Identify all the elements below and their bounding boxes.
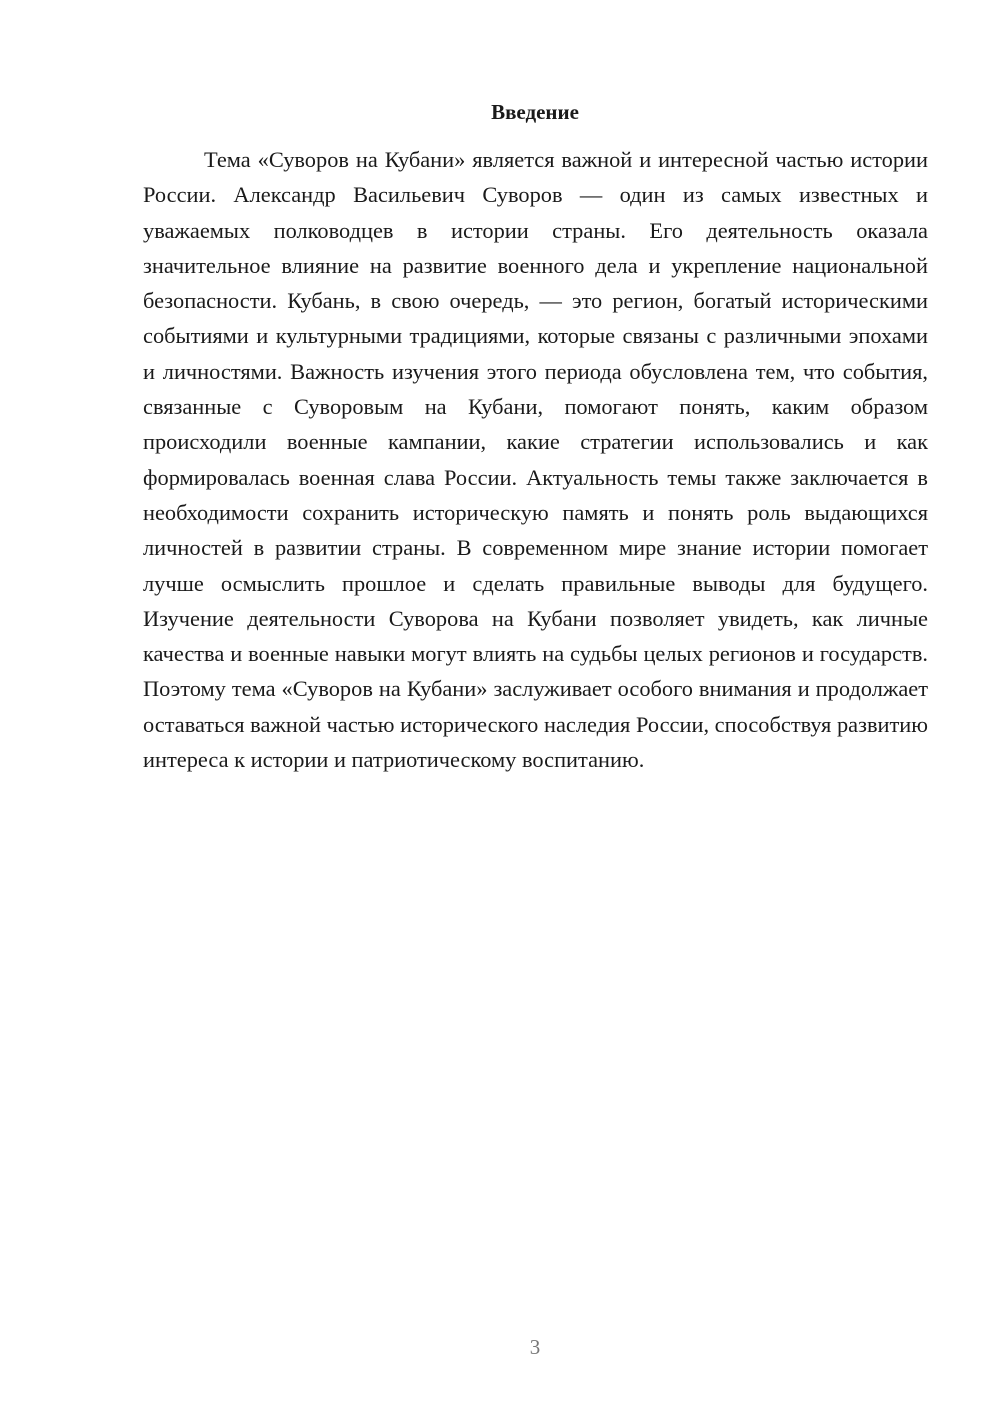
body-paragraph: Тема «Суворов на Кубани» является важной и интересной частью истории России. Александр Васильевич Суворов — один из самых известных и уважаемых полководцев в истории страны. Его деятельность оказала значительное влияние на развитие военного дела и укрепление национальной безопасности. Кубань, в свою очередь, — это регион, богатый историческими событиями и культурными традициями, которые связаны с различными эпохами и личностями. Важность изучения этого периода обусловлена тем, что события, связанные с Суворовым на Кубани, помогают понять, каким образом происходили военные кампании, какие стратегии использовались и как формировалась военная слава России. Актуальность темы также заключается в необходимости сохранить историческую память и понять роль выдающихся личностей в развитии страны. В современном мире знание истории помогает лучше осмыслить прошлое и сделать правильные выводы для будущего. Изучение деятельности Суворова на Кубани позволяет увидеть, как личные качества и военные навыки могут влиять на судьбы целых регионов и государств. Поэтому тема «Суворов на Кубани» заслуживает особого внимания и продолжает оставаться важной частью исторического наследия России, способствуя развитию интереса к истории и патриотическому воспитанию. [143,147,928,773]
section-heading: Введение [491,100,579,124]
page-number: 3 [529,1335,541,1359]
